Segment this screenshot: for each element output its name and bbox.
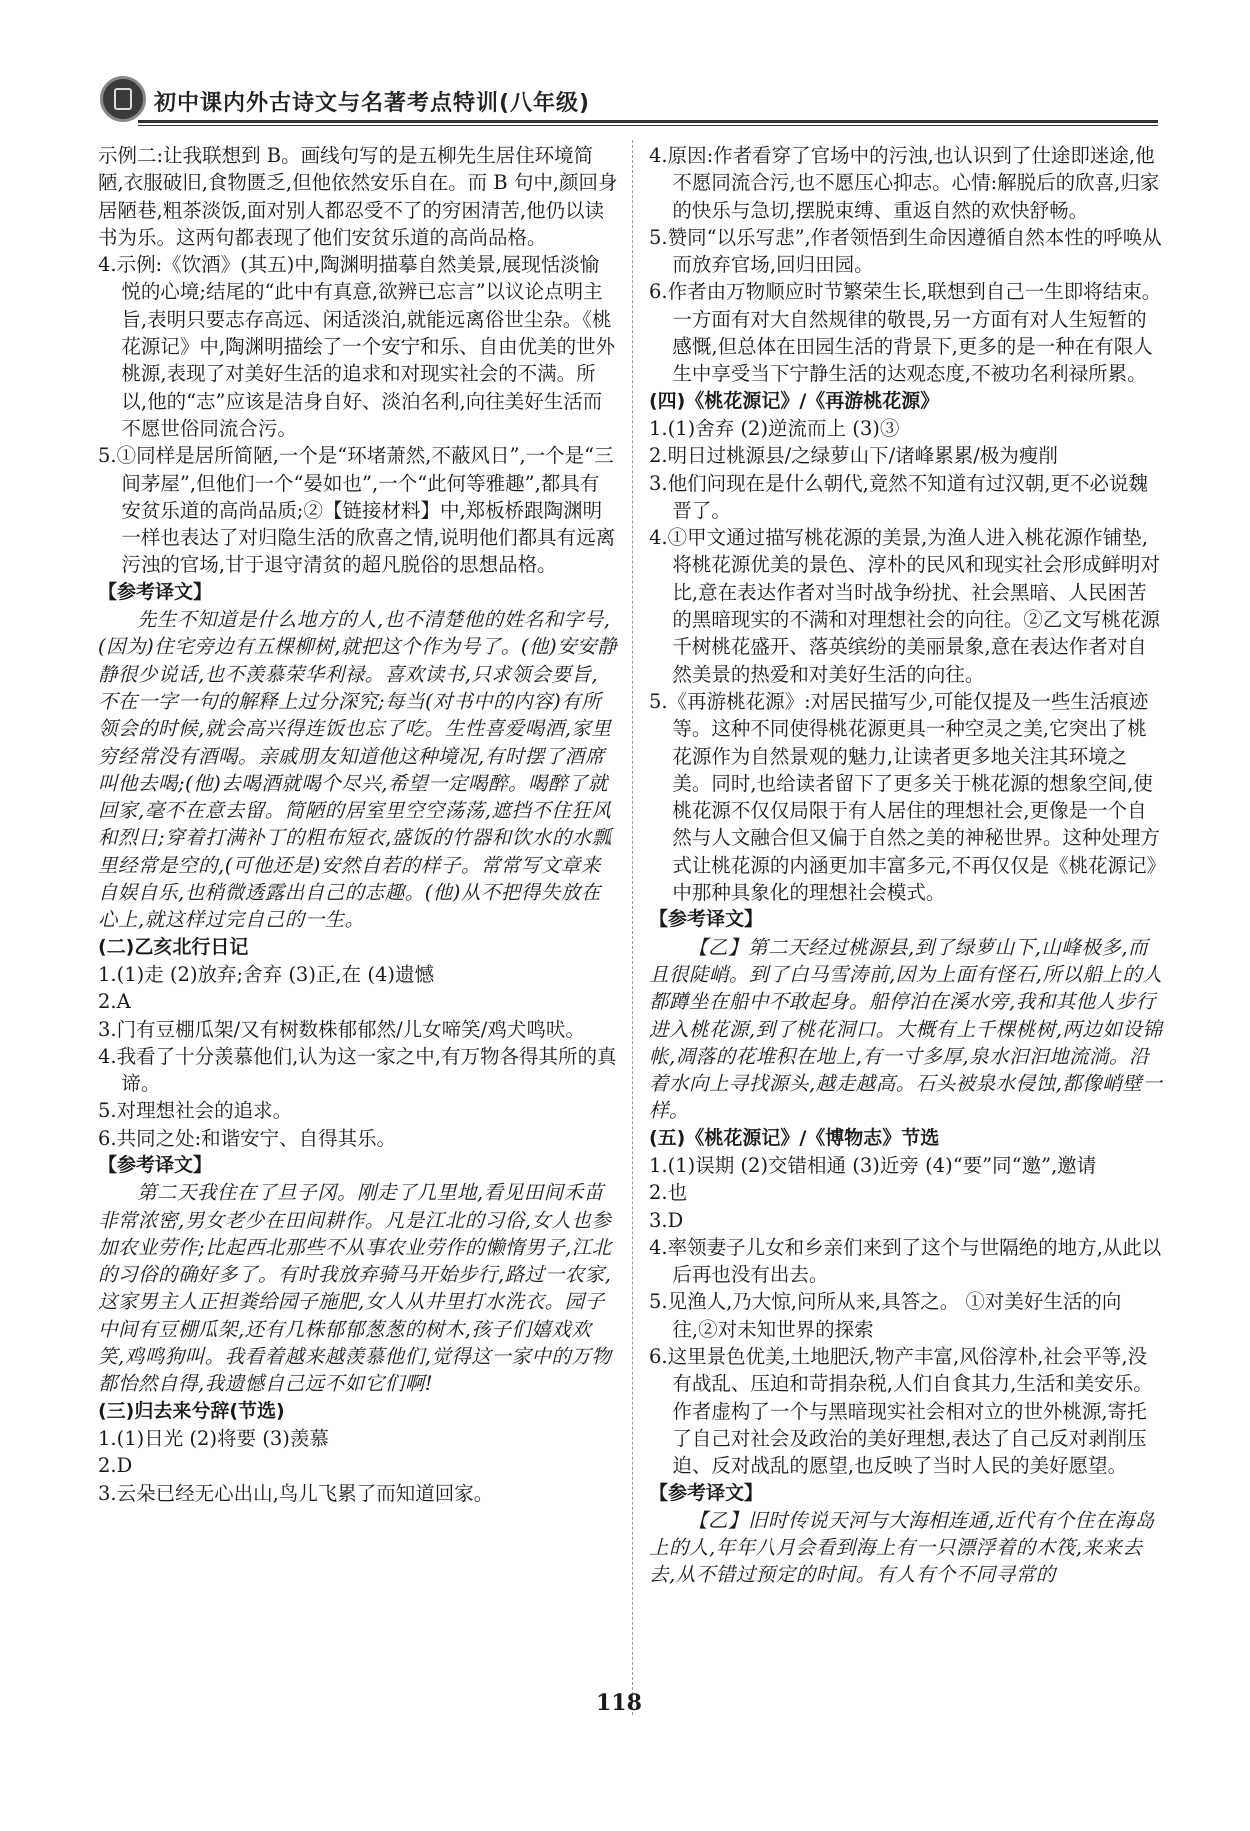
answer-item: 6.这里景色优美,土地肥沃,物产丰富,风俗淳朴,社会平等,没有战乱、压迫和苛捐杂税,人们自食其力,生活和美安乐。作者虚构了一个与黑暗现实社会相对立的世外桃源,寄托了自己对社会及政治的美好理想,表达了自己反对剥削压迫、反对战乱的愿望,也反映了当时人民的美好愿望。 xyxy=(649,1345,1153,1478)
section-heading: (四)《桃花源记》/《再游桃花源》 xyxy=(649,389,940,412)
answer-item: 3.他们问现在是什么朝代,竟然不知道有过汉朝,更不必说魏晋了。 xyxy=(649,471,1149,522)
section-heading: (二)乙亥北行日记 xyxy=(98,935,249,958)
answer-item: 4.示例:《饮酒》(其五)中,陶渊明描摹自然美景,展现恬淡愉悦的心境;结尾的“此中有真意,欲辨已忘言”以议论点明主旨,表明只要志存高远、闲适淡泊,就能远离俗世尘杂。《桃花源记》中,陶渊明描绘了一个安宁和乐、自由优美的世外桃源,表现了对美好生活的追求和对现实社会的不满。所以,他的“志”应该是洁身自好、淡泊名利,向往美好生活而不愿世俗同流合污。 xyxy=(98,253,616,440)
answer-item: 3.D xyxy=(649,1208,684,1232)
answer-text: 示例二:让我联想到 B。画线句写的是五柳先生居住环境简陋,衣服破旧,食物匮乏,但他依然安乐自在。而 B 句中,颜回身居陋巷,粗茶淡饭,面对别人都忍受不了的穷困清苦,他仍以读书为乐。这两句都表现了他们安贫乐道的高尚品格。 xyxy=(98,144,618,249)
reference-translation-label: 【参考译文】 xyxy=(649,908,764,931)
answer-item: 3.云朵已经无心出山,鸟儿飞累了而知道回家。 xyxy=(98,1481,494,1505)
page-number: 118 xyxy=(596,1690,642,1716)
right-column xyxy=(649,142,1164,1589)
answer-item: 5.赞同“以乐写悲”,作者领悟到生命因遵循自然本性的呼唤从而放弃官场,回归田园。 xyxy=(649,225,1162,277)
answer-item: 4.①甲文通过描写桃花源的美景,为渔人进入桃花源作铺垫,将桃花源优美的景色、淳朴的民风和现实社会形成鲜明对比,意在表达作者对当时战争纷扰、社会黑暗、人民困苦的黑暗现实的不满和对理想社会的向往。②乙文写桃花源千树桃花盛开、落英缤纷的美丽景象,意在表达作者对自然美景的热爱和对美好生活的向往。 xyxy=(649,526,1160,686)
answer-item: 6.共同之处:和谐安宁、自得其乐。 xyxy=(98,1126,397,1150)
reference-translation-label: 【参考译文】 xyxy=(649,1481,764,1504)
answer-item: 4.率领妻子儿女和乡亲们来到了这个与世隔绝的地方,从此以后再也没有出去。 xyxy=(649,1235,1162,1287)
answer-item: 5.①同样是居所简陋,一个是“环堵萧然,不蔽风日”,一个是“三间茅屋”,但他们一个“晏如也”,一个“此何等雅趣”,都具有安贫乐道的高尚品质;②【链接材料】中,郑板桥跟陶渊明一样也表达了对归隐生活的欣喜之情,说明他们都具有远离污浊的官场,甘于退守清贫的超凡脱俗的思想品格。 xyxy=(98,444,616,577)
answer-item: 6.作者由万物顺应时节繁荣生长,联想到自己一生即将结束。一方面有对大自然规律的敬畏,另一方面有对人生短暂的感慨,但总体在田园生活的背景下,更多的是一种在有限人生中享受当下宁静生活的达观态度,不被功名利禄所累。 xyxy=(649,280,1162,386)
header-rule-thin xyxy=(138,125,1158,126)
answer-item: 5.《再游桃花源》:对居民描写少,可能仅提及一些生活痕迹等。这种不同使得桃花源更具一种空灵之美,它突出了桃花源作为自然景观的魅力,让读者更多地关注其环境之美。同时,也给读者留下了更多关于桃花源的想象空间,使桃花源不仅仅局限于有人居住的理想社会,更像是一个自然与人文融合但又偏于自然之美的神秘世界。这种处理方式让桃花源的内涵更加丰富多元,不再仅仅是《桃花源记》中那种具象化的理想社会模式。 xyxy=(649,689,1160,905)
translation-paragraph: 先生不知道是什么地方的人,也不清楚他的姓名和字号,(因为)住宅旁边有五棵柳树,就把这个作为号了。(他)安安静静很少说话,也不羡慕荣华利禄。喜欢读书,只求领会要旨,不在一字一句的解释上过分深究;每当(对书中的内容)有所领会的时候,就会高兴得连饭也忘了吃。生性喜爱喝酒,家里穷经常没有酒喝。亲戚朋友知道他这种境况,有时摆了酒席叫他去喝;(他)去喝酒就喝个尽兴,希望一定喝醉。喝醉了就回家,毫不在意去留。简陋的居室里空空荡荡,遮挡不住狂风和烈日;穿着打满补丁的粗布短衣,盛饭的竹器和饮水的水瓢里经常是空的,(可他还是)安然自若的样子。常常写文章来自娱自乐,也稍微透露出自己的志趣。(他)从不把得失放在心上,就这样过完自己的一生。 xyxy=(98,608,618,932)
publisher-logo-icon xyxy=(100,76,146,122)
answer-item: 2.D xyxy=(98,1454,133,1478)
answer-item: 4.原因:作者看穿了官场中的污浊,也认识到了仕途即迷途,他不愿同流合污,也不愿压心抑志。心情:解脱后的欣喜,归家的快乐与急切,摆脱束缚、重返自然的欢快舒畅。 xyxy=(649,144,1160,222)
translation-paragraph: 第二天我住在了旦子冈。刚走了几里地,看见田间禾苗非常浓密,男女老少在田间耕作。凡是江北的习俗,女人也参加农业劳作;比起西北那些不从事农业劳作的懒惰男子,江北的习俗的确好多了。有时我放弃骑马开始步行,路过一农家,这家男主人正担粪给园子施肥,女人从井里打水洗衣。园子中间有豆棚瓜架,还有几株郁郁葱葱的树木,孩子们嬉戏欢笑,鸡鸣狗叫。我看着越来越羡慕他们,觉得这一家中的万物都怡然自得,我遗憾自己远不如它们啊! xyxy=(98,1181,612,1396)
section-heading: (三)归去来兮辞(节选) xyxy=(98,1399,285,1422)
page-header xyxy=(98,76,1158,128)
answer-item: 5.见渔人,乃大惊,问所从来,具答之。 ①对美好生活的向往,②对未知世界的探索 xyxy=(649,1290,1122,1341)
answer-item: 4.我看了十分羡慕他们,认为这一家之中,有万物各得其所的真谛。 xyxy=(98,1044,617,1096)
answer-item: 1.(1)走 (2)放弃;舍弃 (3)正,在 (4)遗憾 xyxy=(98,962,434,986)
answer-item: 3.门有豆棚瓜架/又有树数株郁郁然/儿女啼笑/鸡犬鸣吠。 xyxy=(98,1017,585,1041)
answer-item: 1.(1)误期 (2)交错相通 (3)近旁 (4)“要”同“邀”,邀请 xyxy=(649,1153,1097,1177)
left-column xyxy=(98,142,618,1507)
translation-paragraph: 【乙】第二天经过桃源县,到了绿萝山下,山峰极多,而且很陡峭。到了白马雪涛前,因为上面有怪石,所以船上的人都蹲坐在船中不敢起身。船停泊在溪水旁,我和其他人步行进入桃花源,到了桃花洞口。大概有上千棵桃树,两边如设锦帐,凋落的花堆积在地上,有一寸多厚,泉水汩汩地流淌。沿着水向上寻找源头,越走越高。石头被泉水侵蚀,都像峭壁一样。 xyxy=(649,935,1163,1123)
header-rule xyxy=(138,120,1158,123)
answer-item: 5.对理想社会的追求。 xyxy=(98,1099,293,1123)
answer-item: 1.(1)日光 (2)将要 (3)羡慕 xyxy=(98,1426,329,1450)
answer-item: 2.也 xyxy=(649,1181,688,1205)
answer-item: 2.A xyxy=(98,990,131,1014)
answer-item: 1.(1)舍弃 (2)逆流而上 (3)③ xyxy=(649,416,900,440)
reference-translation-label: 【参考译文】 xyxy=(98,580,213,603)
header-title: 初中课内外古诗文与名著考点特训(八年级) xyxy=(154,91,591,116)
section-heading: (五)《桃花源记》/《博物志》节选 xyxy=(649,1126,940,1149)
answer-item: 2.明日过桃源县/之绿萝山下/诸峰累累/极为瘦削 xyxy=(649,444,1058,468)
column-divider xyxy=(632,140,633,1715)
reference-translation-label: 【参考译文】 xyxy=(98,1153,213,1176)
translation-paragraph: 【乙】旧时传说天河与大海相连通,近代有个住在海岛上的人,年年八月会看到海上有一只漂浮着的木筏,来来去去,从不错过预定的时间。有人有个不同寻常的 xyxy=(649,1508,1155,1587)
